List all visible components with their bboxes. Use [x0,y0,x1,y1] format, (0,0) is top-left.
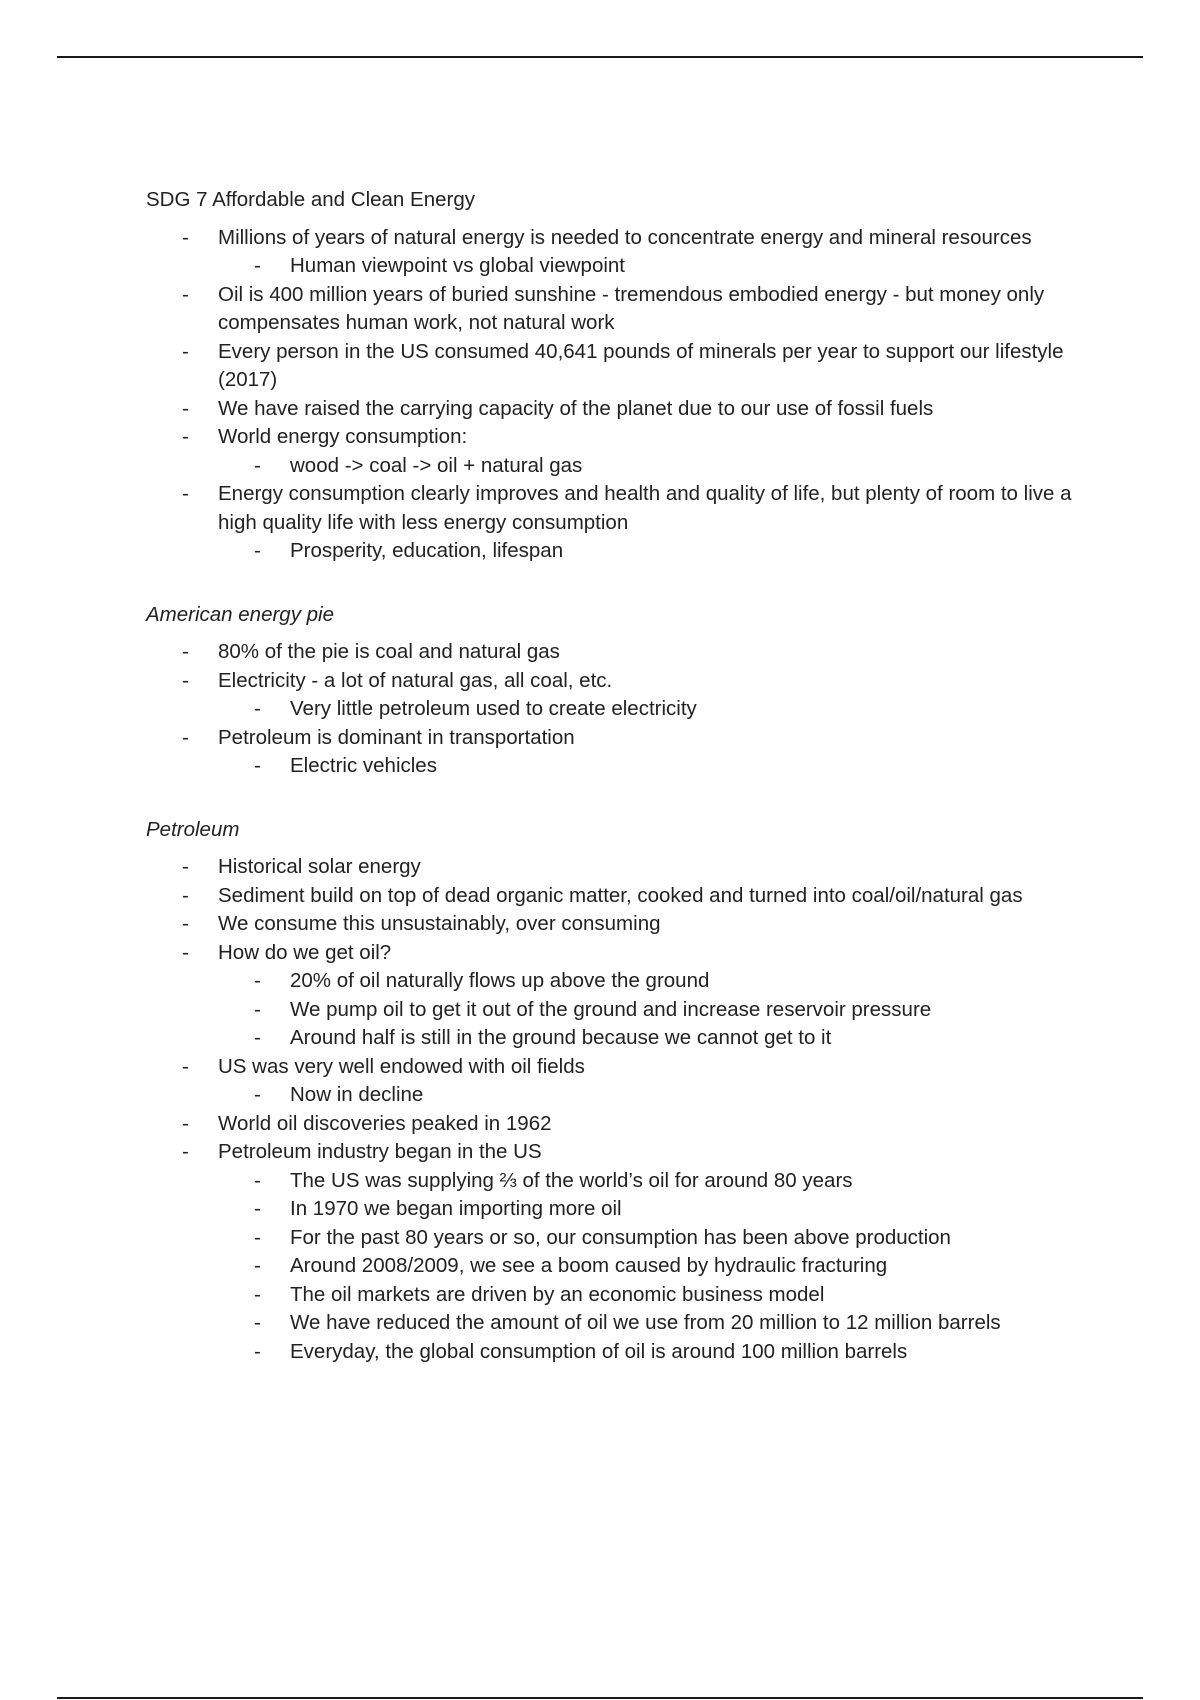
bullet-dash: - [182,339,189,363]
list-item [146,224,1106,281]
bullet-text: 20% of oil naturally flows up above the ground [290,969,710,992]
bullet-dash: - [182,1140,189,1163]
bullet-text: Sediment build on top of dead organic matter, cooked and turned into coal/oil/natural gas [218,883,1023,907]
bullet-text: wood -> coal -> oil + natural gas [290,453,583,477]
sub-list-item [218,967,1106,996]
list-item [146,423,1106,480]
sub-list-item [218,1338,1106,1367]
bullet-text: US was very well endowed with oil fields [218,1054,585,1078]
sub-list [218,537,1106,566]
bullet-text: Everyday, the global consumption of oil is around 100 million barrels [290,1339,908,1363]
top-rule [57,56,1143,58]
bullet-dash: - [254,1168,261,1192]
list-item [146,638,1106,667]
intro-list [146,224,1106,566]
bullet-dash: - [182,225,189,249]
bullet-text: The oil markets are driven by an economic business model [290,1282,825,1306]
list-item [146,667,1106,724]
bullet-dash: - [182,282,189,306]
sub-list [218,252,1106,281]
bullet-text: Historical solar energy [218,855,421,878]
bullet-dash: - [182,640,189,663]
sub-list-item [218,1195,1106,1224]
bullet-dash: - [182,1054,189,1078]
bullet-dash: - [182,1111,189,1135]
sub-list [218,1081,1106,1110]
bullet-dash: - [254,453,261,477]
bullet-dash: - [254,539,261,562]
bullet-text: The US was supplying ⅔ of the world’s oil for around 80 years [290,1168,853,1192]
sub-list [218,752,1106,781]
list-item [146,910,1106,939]
bullet-dash: - [254,254,261,277]
sub-list-item [218,1024,1106,1053]
petroleum-list [146,853,1106,1366]
bullet-text: Around half is still in the ground because we cannot get to it [290,1026,832,1049]
section-heading-petroleum: Petroleum [146,817,240,841]
sub-list-item [218,1252,1106,1281]
sub-list-item [218,996,1106,1025]
list-item [146,395,1106,424]
bullet-text: World oil discoveries peaked in 1962 [218,1111,552,1135]
bullet-dash: - [182,425,189,448]
bullet-dash: - [182,855,189,878]
sub-list-item [218,1081,1106,1110]
sub-list-item [218,1167,1106,1196]
bullet-text: We pump oil to get it out of the ground and increase reservoir pressure [290,997,932,1021]
bullet-text: Around 2008/2009, we see a boom caused by hydraulic fracturing [290,1254,888,1277]
bullet-text: Millions of years of natural energy is needed to concentrate energy and mineral resources [218,225,1032,249]
list-item [146,1110,1106,1139]
list-item [146,480,1106,566]
bullet-dash: - [254,997,261,1021]
bullet-text: Now in decline [290,1083,424,1106]
document-body [146,186,1106,1366]
sub-list-item [218,252,1106,281]
bullet-dash: - [254,1282,261,1306]
sub-list-item [218,695,1106,724]
bullet-text: Energy consumption clearly improves and health and quality of life, but plenty of room to live a high quality life with less energy consumption [218,482,1072,534]
bullet-dash: - [254,1083,261,1106]
list-item [146,724,1106,781]
bullet-dash: - [254,697,261,720]
bullet-text: Oil is 400 million years of buried sunshine - tremendous embodied energy - but money only compensates human work, not natural work [218,282,1045,334]
bullet-dash: - [182,725,189,749]
bullet-text: Very little petroleum used to create electricity [290,697,697,720]
bullet-text: How do we get oil? [218,940,392,964]
sub-list-item [218,1281,1106,1310]
bullet-text: Petroleum industry began in the US [218,1140,542,1163]
bullet-text: Human viewpoint vs global viewpoint [290,254,626,277]
bullet-dash: - [182,940,189,964]
bullet-dash: - [182,396,189,420]
bullet-text: We consume this unsustainably, over consuming [218,912,661,935]
sub-list [218,695,1106,724]
bullet-text: World energy consumption: [218,425,468,448]
american-energy-pie-list [146,638,1106,781]
bullet-dash: - [182,883,189,907]
sub-list-item [218,452,1106,481]
bullet-text: For the past 80 years or so, our consumption has been above production [290,1225,951,1249]
bullet-dash: - [182,912,189,935]
list-item [146,882,1106,911]
sub-list-item [218,1224,1106,1253]
sub-list-item [218,1309,1106,1338]
bullet-text: 80% of the pie is coal and natural gas [218,640,560,663]
bullet-dash: - [254,1311,261,1334]
bullet-dash: - [254,1339,261,1363]
document-title: SDG 7 Affordable and Clean Energy [146,188,475,211]
list-item [146,338,1106,395]
section-heading-american-energy-pie: American energy pie [146,602,335,626]
bullet-dash: - [182,668,189,692]
list-item [146,1053,1106,1110]
bullet-dash: - [254,969,261,992]
bullet-text: Petroleum is dominant in transportation [218,725,575,749]
bullet-text: In 1970 we began importing more oil [290,1197,622,1220]
list-item [146,1138,1106,1366]
sub-list-item [218,752,1106,781]
sub-list [218,967,1106,1053]
bullet-text: Every person in the US consumed 40,641 pounds of minerals per year to support our lifestyle (2017) [218,339,1064,391]
bullet-dash: - [182,482,189,505]
section-spacer [146,781,1106,816]
bullet-dash: - [254,1026,261,1049]
bullet-text: Electric vehicles [290,754,437,777]
bottom-rule [57,1697,1143,1699]
bullet-dash: - [254,1254,261,1277]
sub-list-item [218,537,1106,566]
bullet-dash: - [254,754,261,777]
bullet-dash: - [254,1225,261,1249]
bullet-dash: - [254,1197,261,1220]
bullet-text: Electricity - a lot of natural gas, all coal, etc. [218,668,613,692]
sub-list [218,452,1106,481]
list-item [146,939,1106,1053]
list-item [146,281,1106,338]
bullet-text: We have reduced the amount of oil we use from 20 million to 12 million barrels [290,1311,1001,1334]
bullet-text: We have raised the carrying capacity of the planet due to our use of fossil fuels [218,396,934,420]
sub-list [218,1167,1106,1367]
list-item [146,853,1106,882]
bullet-text: Prosperity, education, lifespan [290,539,564,562]
section-spacer [146,566,1106,601]
